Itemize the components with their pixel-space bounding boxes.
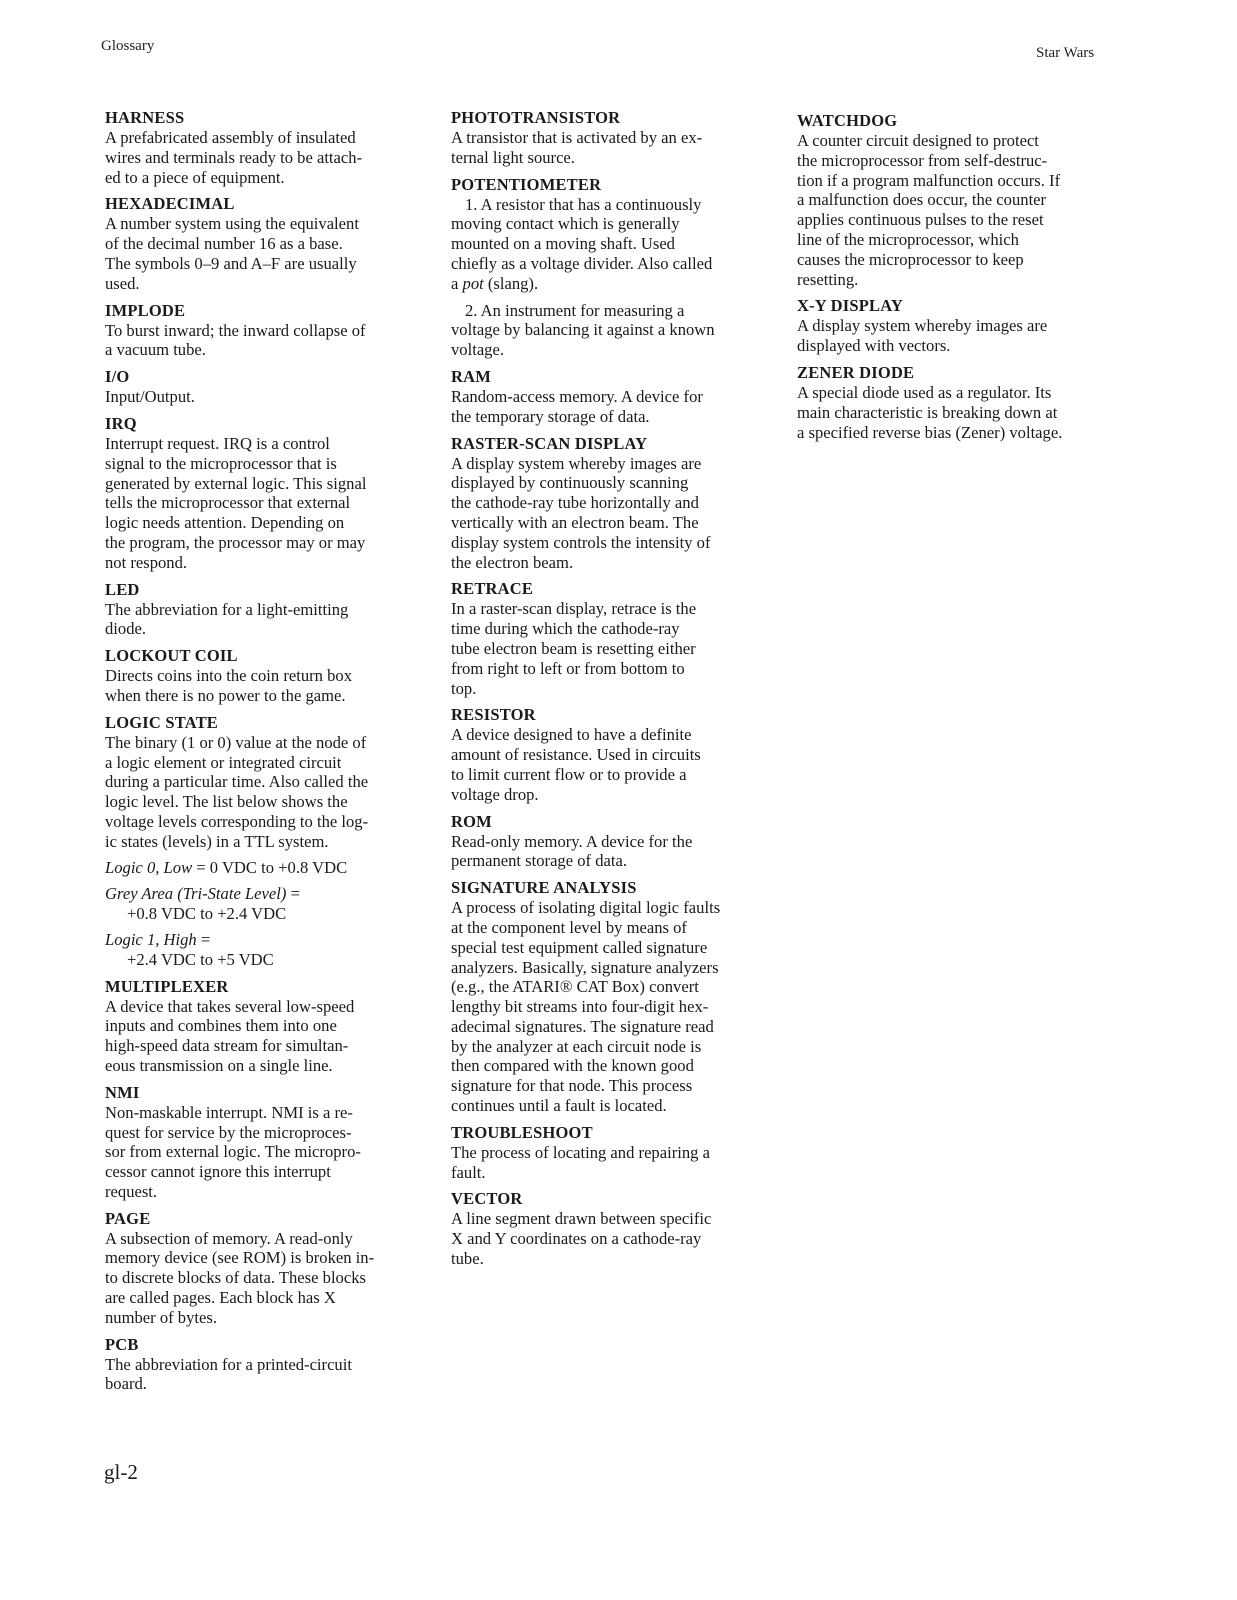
term: PHOTOTRANSISTOR bbox=[451, 108, 621, 127]
glossary-entry bbox=[105, 646, 423, 706]
glossary-entry bbox=[105, 1335, 423, 1395]
definition-2: 2. An instrument for measuring a voltage by balancing it against a known voltage. bbox=[451, 300, 715, 360]
term: RESISTOR bbox=[451, 705, 536, 725]
definition: A device that takes several low-speed inputs and combines them into one high-speed data stream for simultan- eous transmission on a single line. bbox=[105, 996, 355, 1075]
term: RETRACE bbox=[451, 579, 534, 599]
glossary-entry bbox=[451, 108, 769, 168]
glossary-entry bbox=[105, 1209, 423, 1328]
glossary-column-3 bbox=[797, 111, 1115, 449]
term: HEXADECIMAL bbox=[105, 194, 235, 214]
glossary-entry bbox=[451, 579, 769, 698]
glossary-entry bbox=[105, 1083, 423, 1202]
term: PAGE bbox=[105, 1208, 151, 1228]
definition: A counter circuit designed to protect the microprocessor from self-destruc- tion if a program malfunction occurs. If a malfunction does occur, the counter applies continuous pulses to the reset line of the microprocessor, which causes the microprocessor to keep resetting. bbox=[797, 131, 1061, 289]
term: IRQ bbox=[105, 413, 137, 433]
definition-emphasis: pot bbox=[462, 273, 484, 293]
term: RAM bbox=[451, 366, 492, 386]
running-header-section: Glossary bbox=[101, 38, 155, 54]
definition: A number system using the equivalent of the decimal number 16 as a base. The symbols 0–9 and A–F are usually used. bbox=[105, 214, 359, 293]
logic-level-label: Grey Area (Tri-State Level) bbox=[105, 883, 287, 903]
term: TROUBLESHOOT bbox=[451, 1122, 593, 1142]
glossary-entry bbox=[105, 301, 423, 361]
glossary-entry bbox=[105, 367, 423, 407]
term: WATCHDOG bbox=[797, 111, 898, 130]
glossary-entry bbox=[105, 977, 423, 1076]
definition: Non-maskable interrupt. NMI is a re- quest for service by the microproces- sor from external logic. The micropro- cessor cannot ignore this interrupt request. bbox=[105, 1102, 361, 1201]
term: LOCKOUT COIL bbox=[105, 646, 238, 666]
definition: Random-access memory. A device for the temporary storage of data. bbox=[451, 386, 703, 426]
term: MULTIPLEXER bbox=[105, 976, 229, 996]
definition-1 bbox=[451, 195, 769, 294]
definition: Read-only memory. A device for the permanent storage of data. bbox=[451, 831, 693, 871]
term: NMI bbox=[105, 1082, 140, 1102]
logic-level-label: Logic 1, High bbox=[105, 929, 197, 949]
definition: A special diode used as a regulator. Its main characteristic is breaking down at a specified reverse bias (Zener) voltage. bbox=[797, 382, 1063, 442]
term: HARNESS bbox=[105, 108, 185, 127]
glossary-entry bbox=[451, 434, 769, 573]
definition: Directs coins into the coin return box when there is no power to the game. bbox=[105, 666, 353, 705]
term: SIGNATURE ANALYSIS bbox=[451, 878, 637, 898]
term: LED bbox=[105, 579, 140, 599]
logic-level-value: +2.4 VDC to +5 VDC bbox=[127, 949, 274, 969]
definition: In a raster-scan display, retrace is the time during which the cathode-ray tube electron beam is resetting either from right to left or from bottom to top. bbox=[451, 599, 697, 698]
definition: A display system whereby images are displayed with vectors. bbox=[797, 316, 1048, 356]
logic-level-separator: = bbox=[192, 857, 210, 877]
term: X-Y DISPLAY bbox=[797, 296, 903, 316]
logic-level bbox=[105, 930, 423, 970]
glossary-entry bbox=[797, 111, 1115, 289]
glossary-entry bbox=[451, 1189, 769, 1268]
term: I/O bbox=[105, 367, 130, 387]
term: POTENTIOMETER bbox=[451, 174, 602, 194]
logic-level bbox=[105, 884, 423, 924]
glossary-entry bbox=[451, 1123, 769, 1183]
definition: To burst inward; the inward collapse of a vacuum tube. bbox=[105, 320, 366, 360]
definition: The abbreviation for a light-emitting diode. bbox=[105, 599, 349, 639]
glossary-entry bbox=[797, 296, 1115, 356]
definition-text: (slang). bbox=[483, 273, 539, 293]
page-number: gl-2 bbox=[104, 1460, 138, 1484]
logic-level bbox=[105, 858, 423, 878]
glossary-entry bbox=[451, 878, 769, 1116]
definition: A subsection of memory. A read-only memory device (see ROM) is broken in- to discrete blocks of data. These blocks are called pages. Each block has X number of bytes. bbox=[105, 1228, 375, 1327]
term: IMPLODE bbox=[105, 300, 186, 320]
logic-level-label: Logic 0, Low bbox=[105, 857, 193, 877]
definition: Interrupt request. IRQ is a control signal to the microprocessor that is generated by external logic. This signal tells the microprocessor that external logic needs attention. Depending on the program, the processor may or may not respond. bbox=[105, 433, 367, 572]
glossary-entry bbox=[105, 194, 423, 293]
glossary-entry bbox=[451, 175, 769, 360]
glossary-entry bbox=[451, 367, 769, 427]
glossary-entry bbox=[797, 363, 1115, 442]
definition-text: 1. A resistor that has a continuously moving contact which is generally mounted on a moving shaft. Used chiefly as a voltage divider. Also called a bbox=[451, 194, 713, 293]
definition: The process of locating and repairing a fault. bbox=[451, 1142, 710, 1182]
term: RASTER-SCAN DISPLAY bbox=[451, 433, 648, 453]
logic-level-value: +0.8 VDC to +2.4 VDC bbox=[127, 903, 287, 923]
term: ZENER DIODE bbox=[797, 362, 915, 382]
logic-level-value: 0 VDC to +0.8 VDC bbox=[209, 857, 348, 877]
glossary-entry bbox=[105, 414, 423, 573]
definition: Input/Output. bbox=[105, 387, 195, 407]
definition: A prefabricated assembly of insulated wires and terminals ready to be attach- ed to a piece of equipment. bbox=[105, 128, 363, 187]
glossary-entry bbox=[105, 580, 423, 640]
definition: A transistor that is activated by an ex- ternal light source. bbox=[451, 128, 703, 167]
term: VECTOR bbox=[451, 1189, 523, 1209]
definition: A device designed to have a definite amount of resistance. Used in circuits to limit current flow or to provide a voltage drop. bbox=[451, 725, 701, 804]
glossary-entry bbox=[105, 108, 423, 187]
term: LOGIC STATE bbox=[105, 712, 218, 732]
term: ROM bbox=[451, 811, 492, 831]
definition: A line segment drawn between specific X and Y coordinates on a cathode-ray tube. bbox=[451, 1209, 712, 1269]
definition: The binary (1 or 0) value at the node of a logic element or integrated circuit during a particular time. Also called the logic level. The list below shows the voltage levels corresponding to the log- ic states (levels) in a TTL system. bbox=[105, 732, 369, 851]
logic-level-separator: = bbox=[196, 929, 211, 949]
logic-level-separator: = bbox=[286, 883, 300, 903]
definition: The abbreviation for a printed-circuit board. bbox=[105, 1354, 352, 1394]
definition: A process of isolating digital logic faults at the component level by means of special test equipment called signature analyzers. Basically, signature analyzers (e.g., the ATARI® CAT Box) convert lengthy bit streams into four-digit hex- adecimal signatures. The signature read by the analyzer at each circuit node is then compared with the known good signature for that node. This process continues until a fault is located. bbox=[451, 898, 721, 1116]
running-header-title: Star Wars bbox=[1036, 45, 1095, 61]
definition: A display system whereby images are displayed by continuously scanning the cathode-ray tube horizontally and vertically with an electron beam. The display system controls the intensity of the electron beam. bbox=[451, 453, 711, 572]
glossary-entry bbox=[105, 713, 423, 970]
glossary-column-2 bbox=[451, 108, 769, 1276]
term: PCB bbox=[105, 1334, 139, 1354]
glossary-entry bbox=[451, 812, 769, 872]
glossary-entry bbox=[451, 705, 769, 804]
glossary-column-1 bbox=[105, 108, 423, 1401]
